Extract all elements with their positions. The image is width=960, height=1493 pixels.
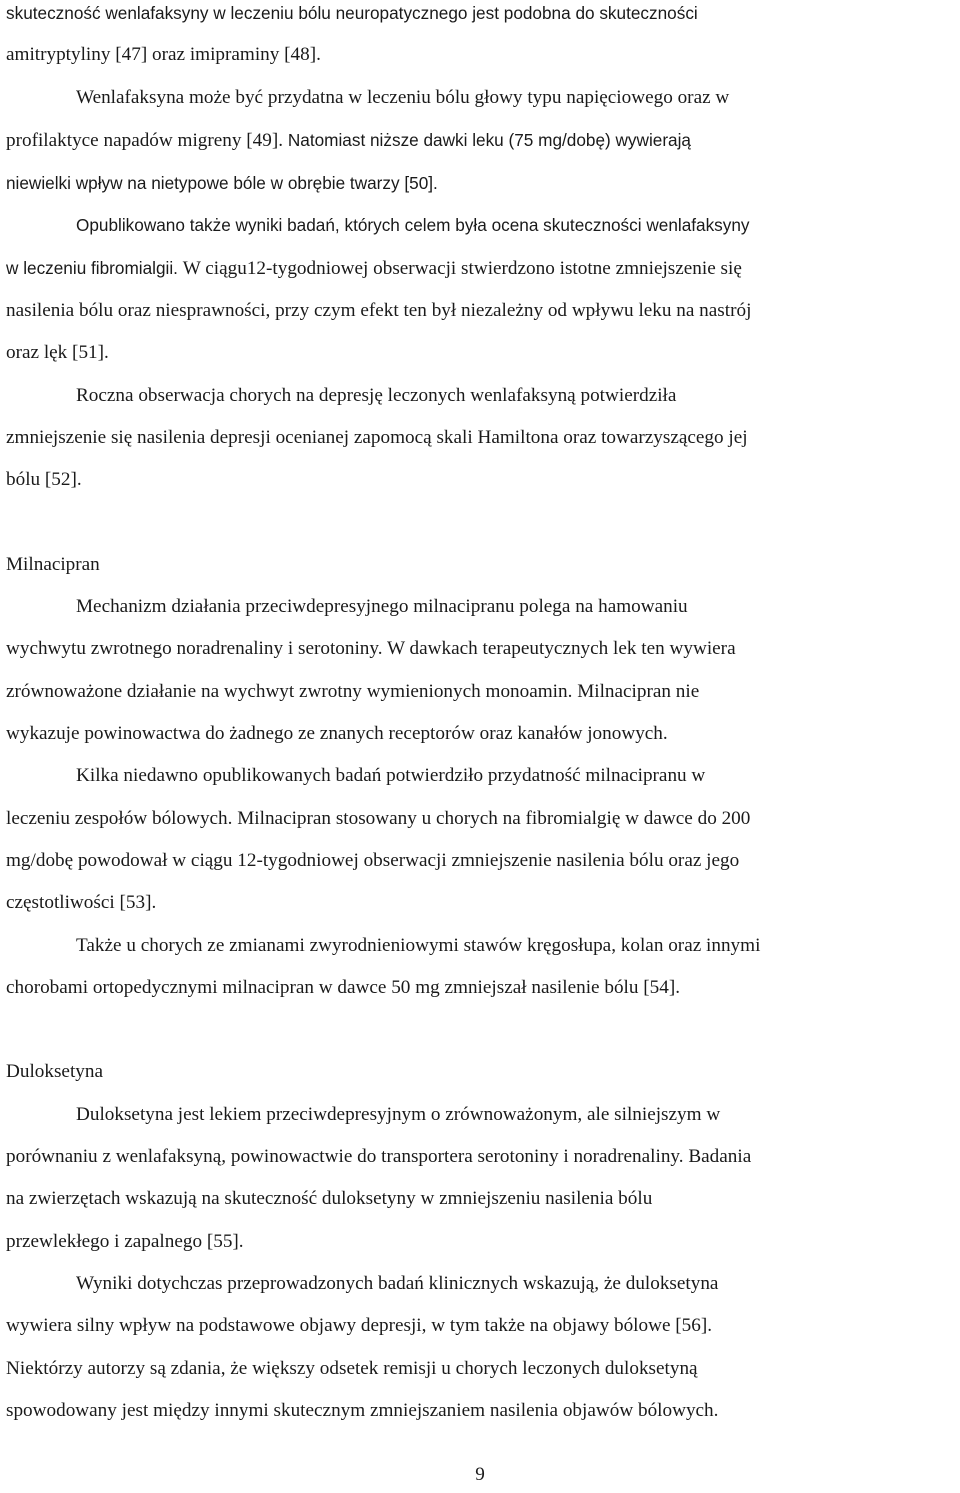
document-page	[6, 0, 956, 1432]
text-line: zmniejszenie się nasilenia depresji ocenianej zapomocą skali Hamiltona oraz towarzyszącego jej	[6, 426, 748, 448]
text-line: częstotliwości [53].	[6, 892, 157, 914]
text-line: na zwierzętach wskazują na skuteczność duloksetyny w zmniejszeniu nasilenia bólu	[6, 1188, 653, 1210]
text-line: Niektórzy autorzy są zdania, że większy odsetek remisji u chorych leczonych duloksetyną	[6, 1357, 698, 1379]
paragraph	[6, 204, 956, 374]
text-line: Także u chorych ze zmianami zwyrodnieniowymi stawów kręgosłupa, kolan oraz innymi	[76, 934, 761, 956]
text-line: przewlekłego i zapalnego [55].	[6, 1230, 244, 1252]
paragraph	[6, 1094, 956, 1263]
paragraph	[6, 755, 956, 924]
paragraph	[6, 77, 956, 205]
text-line: Roczna obserwacja chorych na depresję leczonych wenlafaksyną potwierdziła	[76, 384, 677, 406]
paragraph	[6, 0, 956, 77]
text-span: profilaktyce napadów migreny [49].	[6, 129, 288, 151]
section-gap	[6, 502, 956, 544]
text-line: Opublikowano także wyniki badań, których celem była ocena skuteczności wenlafaksyny	[76, 215, 750, 236]
text-line: Duloksetyna jest lekiem przeciwdepresyjnym o zrównoważonym, ale silniejszym w	[76, 1103, 721, 1125]
text-line: bólu [52].	[6, 469, 82, 491]
text-line: wywiera silny wpływ na podstawowe objawy depresji, w tym także na objawy bólowe [56].	[6, 1315, 713, 1337]
text-line: skuteczność wenlafaksyny w leczeniu bólu neuropatycznego jest podobna do skuteczności	[6, 3, 698, 23]
text-line: leczeniu zespołów bólowych. Milnacipran stosowany u chorych na fibromialgię w dawce do 200	[6, 807, 751, 829]
text-span: W ciągu12-tygodniowej obserwacji stwierdzono istotne zmniejszenie się	[182, 257, 742, 279]
text-line: Wyniki dotychczas przeprowadzonych badań klinicznych wskazują, że duloksetyna	[76, 1272, 719, 1294]
text-span: Natomiast niższe dawki leku (75 mg/dobę) wywierają	[287, 129, 691, 150]
text-line: amitryptyliny [47] oraz imipraminy [48].	[6, 44, 321, 66]
duloxetine-section	[6, 1051, 956, 1432]
text-line: chorobami ortopedycznymi milnacipran w dawce 50 mg zmniejszał nasilenie bólu [54].	[6, 976, 681, 998]
paragraph	[6, 586, 956, 755]
section-heading: Duloksetyna	[6, 1061, 103, 1083]
text-line: Kilka niedawno opublikowanych badań potwierdziło przydatność milnacipranu w	[76, 765, 706, 787]
text-line: oraz lęk [51].	[6, 342, 109, 364]
text-line: zrównoważone działanie na wychwyt zwrotny wymienionych monoamin. Milnacipran nie	[6, 680, 700, 702]
section-heading: Milnacipran	[6, 553, 100, 575]
text-line: spowodowany jest między innymi skutecznym zmniejszaniem nasilenia objawów bólowych.	[6, 1399, 719, 1421]
section-gap	[6, 1009, 956, 1051]
paragraph	[6, 1263, 956, 1432]
text-line: Wenlafaksyna może być przydatna w leczeniu bólu głowy typu napięciowego oraz w	[76, 86, 730, 108]
text-line: Mechanizm działania przeciwdepresyjnego milnacipranu polega na hamowaniu	[76, 596, 688, 618]
venlafaxine-section	[6, 0, 956, 502]
paragraph	[6, 925, 956, 1010]
text-line: porównaniu z wenlafaksyną, powinowactwie do transportera serotoniny i noradrenaliny. Badania	[6, 1146, 752, 1168]
text-line: wykazuje powinowactwa do żadnego ze znanych receptorów oraz kanałów jonowych.	[6, 723, 668, 745]
text-line: nasilenia bólu oraz niesprawności, przy czym efekt ten był niezależny od wpływu leku na nastrój	[6, 300, 752, 322]
text-line: wychwytu zwrotnego noradrenaliny i serotoniny. W dawkach terapeutycznych lek ten wywiera	[6, 638, 736, 660]
text-line	[6, 247, 956, 290]
milnacipran-section	[6, 544, 956, 1009]
page-number: 9	[475, 1464, 485, 1485]
text-line	[6, 119, 956, 162]
text-line: niewielki wpływ na nietypowe bóle w obrębie twarzy [50].	[6, 173, 438, 194]
paragraph	[6, 375, 956, 502]
text-span: w leczeniu fibromialgii.	[6, 257, 183, 278]
text-line: mg/dobę powodował w ciągu 12-tygodniowej obserwacji zmniejszenie nasilenia bólu oraz jego	[6, 849, 740, 871]
